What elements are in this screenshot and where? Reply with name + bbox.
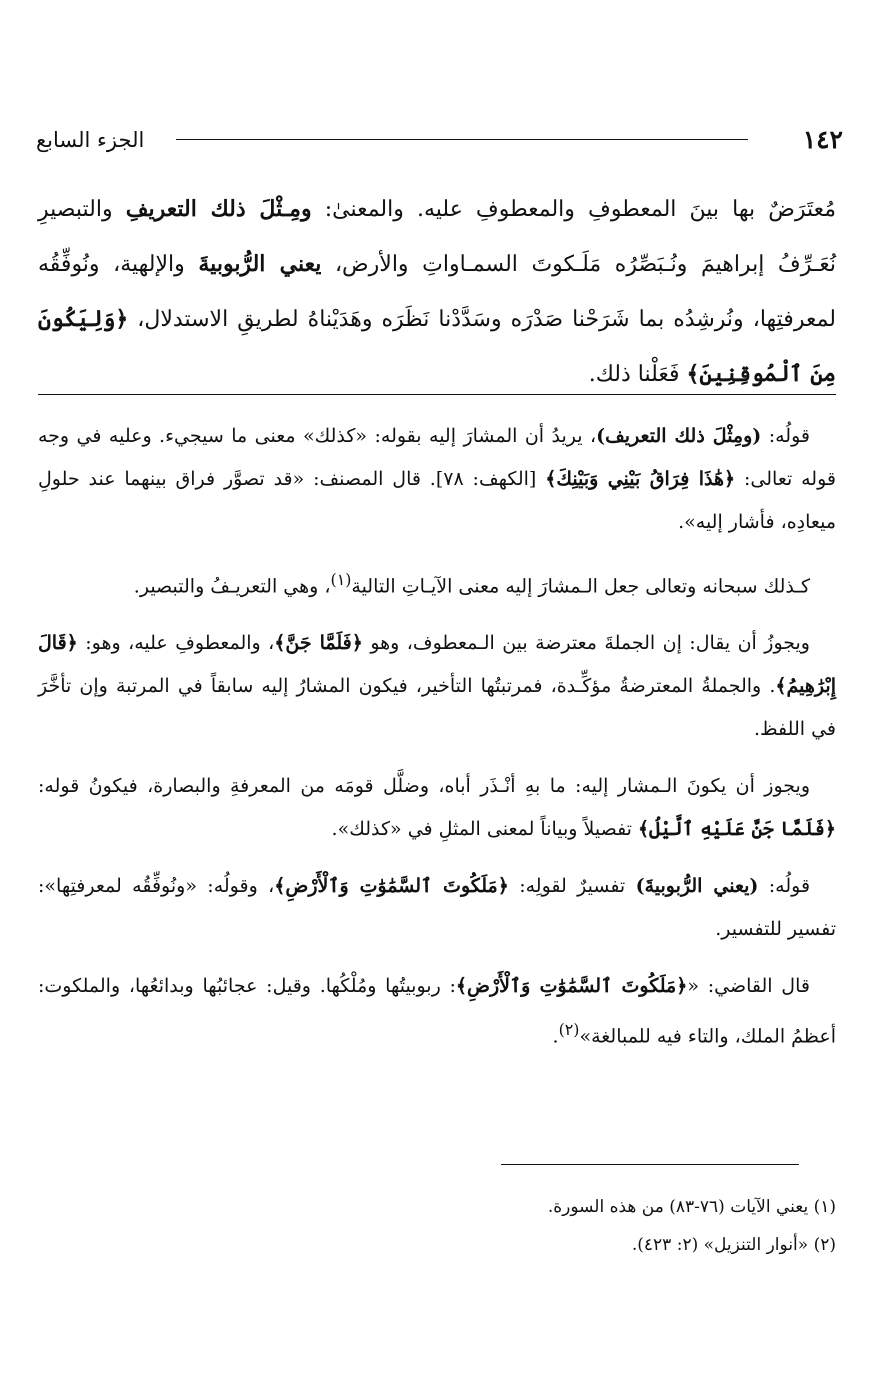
section-separator <box>38 394 836 395</box>
header-rule <box>176 139 748 140</box>
main-bold-phrase: ومِـثْلَ ذلك التعريفِ <box>125 196 312 222</box>
quran-quote: ﴿فَلَمَّا جَنَّ عَلَيْهِ ٱلَّيْلُ﴾ <box>638 818 836 841</box>
quoted-lemma: (يعني الرُّبوبيةَ) <box>635 875 759 898</box>
commentary-text: قولُه: <box>768 425 810 447</box>
commentary-text: ويجوزُ أن يقال: إن الجملةَ معترضة بين الـمعطوف، وهو <box>370 632 810 655</box>
quran-quote: ﴿مَلَكُوتَ ٱلسَّمَٰوَٰتِ وَٱلْأَرْضِ﴾ <box>274 875 509 898</box>
quran-quote: ﴿فَلَمَّا جَنَّ﴾ <box>274 632 363 655</box>
commentary-text: ويجوز أن يكونَ الـمشار إليه: ما بهِ أنْـذَر أباه، وضلَّل قومَه من المعرفةِ والبصارة، فيكونُ قوله: <box>38 775 810 798</box>
footnotes <box>38 1188 836 1264</box>
main-bold-phrase: يعني الرُّبوبيةَ <box>198 251 322 277</box>
commentary-paragraph <box>38 865 836 951</box>
footnote-ref[interactable]: (٢) <box>558 1020 580 1040</box>
page-number: ١٤٢ <box>802 125 843 154</box>
main-segment: والإلهية، ونُوفِّقُه لمعرفتِها، ونُرشِدُه بما شَرَحْنا صَدْرَه وسَدَّدْنا نَظَرَه وهَدَيْناهُ لطريقِ الاستدلال، <box>38 252 836 332</box>
quran-quote: ﴿هَٰذَا فِرَاقُ بَيْنِي وَبَيْنِكَ﴾ <box>545 468 736 490</box>
main-segment: والتبصيرِ نُعَـرِّفُ إبراهيمَ ونُـبَصِّرُه مَلَـكوتَ السمـاواتِ والأرض، <box>38 197 837 277</box>
commentary-text: تفسيرٌ لقولِه: <box>519 875 626 898</box>
quoted-lemma: (ومِثْلَ ذلك التعريف) <box>596 425 762 447</box>
commentary-paragraph <box>38 765 836 851</box>
commentary-text: قال القاضي: « <box>687 975 810 998</box>
quran-quote: ﴿قَالَ إِبْرَٰهِيمُ﴾ <box>38 632 836 698</box>
commentary-text: ، والمعطوفِ عليه، وهو: <box>85 632 275 655</box>
commentary-paragraph <box>38 965 836 1058</box>
main-text <box>38 182 836 402</box>
commentary-text: [الكهف: ٧٨]. قال المصنف: «قد تصوَّر فراق بينهما عند حلولِ ميعادِه، فأشار إليه». <box>38 468 836 533</box>
commentary <box>38 415 836 1073</box>
main-segment: مُعتَرَضٌ بها بينَ المعطوفِ والمعطوفِ عليه. والمعنىٰ: <box>324 197 837 222</box>
main-segment: فَعَلْنا ذلك. <box>588 362 680 387</box>
footnote-ref[interactable]: (١) <box>330 570 352 589</box>
commentary-paragraph <box>38 558 836 608</box>
commentary-paragraph <box>38 415 836 544</box>
part-title: الجزء السابع <box>36 128 145 152</box>
quran-quote: ﴿مَلَكُوتَ ٱلسَّمَٰوَٰتِ وَٱلْأَرْضِ﴾ <box>455 975 688 998</box>
commentary-text: تفصيلاً وبياناً لمعنى المثلِ في «كذلك». <box>331 818 632 841</box>
commentary-text: ، وقولُه: «ونُوفِّقُه لمعرفتِها»: تفسير للتفسير. <box>38 875 836 941</box>
main-paragraph <box>38 182 836 402</box>
quran-quote: ﴿وَلِيَكُونَ مِنَ ٱلْمُوقِنِينَ﴾ <box>38 306 836 387</box>
footnote-rule <box>501 1164 799 1165</box>
commentary-text: . والجملةُ المعترضةُ مؤكِّـدة، فمرتبتُها التأخير، فيكون المشارُ إليه سابقاً في المرتبة وإن تأخَّرَ في اللفظ. <box>38 675 836 741</box>
footnote: (٢) «أنوار التنزيل» (٢: ٤٢٣). <box>631 1235 836 1255</box>
commentary-text: . <box>552 1025 559 1048</box>
commentary-text: : ربوبيتُها ومُلْكُها. وقيل: عجائبُها وبدائعُها، والملكوت: أعظمُ الملك، والتاء فيه للمبالغة» <box>38 975 836 1048</box>
footnote: (١) يعني الآيات (٧٦-٨٣) من هذه السورة. <box>547 1197 836 1217</box>
commentary-paragraph <box>38 622 836 751</box>
commentary-text: ، وهي التعريـفُ والتبصير. <box>133 575 331 598</box>
commentary-text: ، يريدُ أن المشارَ إليه بقوله: «كذلك» معنى ما سيجيء. وعليه في وجه قوله تعالى: <box>38 425 836 490</box>
commentary-text: كـذلك سبحانه وتعالى جعل الـمشارَ إليه معنى الآيـاتِ التالية <box>351 575 810 598</box>
page-header <box>36 120 843 160</box>
commentary-text: قولُه: <box>768 875 811 898</box>
